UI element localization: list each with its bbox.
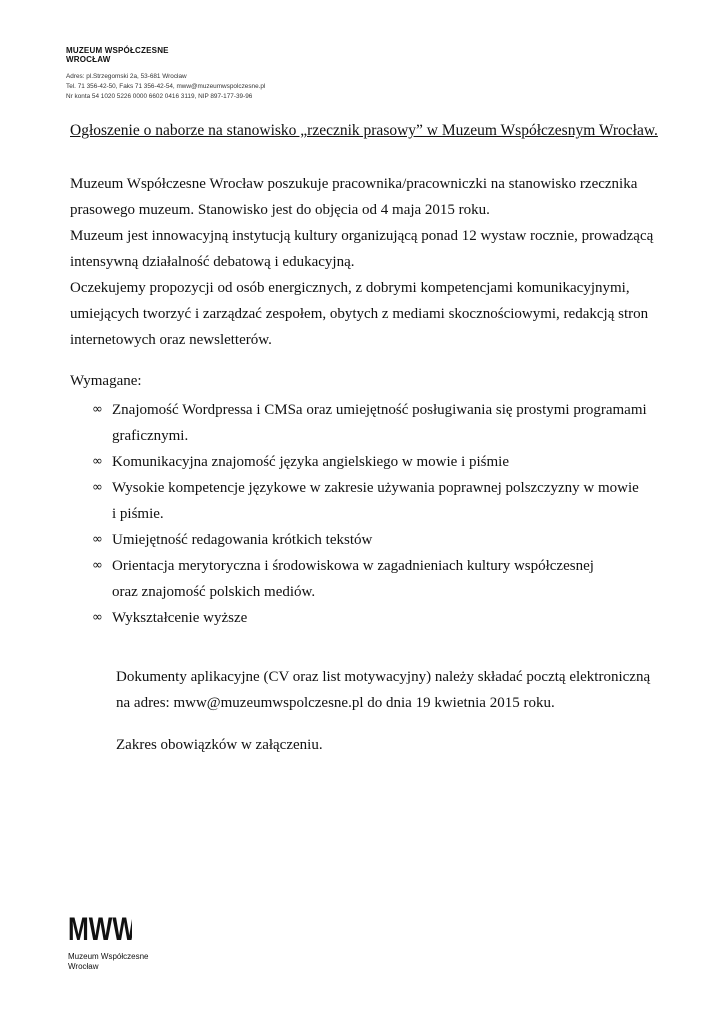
infinity-bullet-icon: ∞ xyxy=(92,610,103,625)
list-item-text: Komunikacyjna znajomość języka angielskiego w mowie i piśmie xyxy=(112,454,509,470)
list-item xyxy=(92,605,647,631)
museum-name-line1: MUZEUM WSPÓŁCZESNE xyxy=(66,46,169,55)
list-item-text: Wykształcenie wyższe xyxy=(112,610,248,626)
list-item xyxy=(92,475,647,527)
mww-logo xyxy=(68,911,132,948)
intro-line: intensywną działalność debatową i edukacyjną. xyxy=(70,254,355,270)
list-item xyxy=(92,553,647,605)
list-item-text: Wysokie kompetencje językowe w zakresie używania poprawnej polszczyzny w mowie xyxy=(112,480,639,496)
phone-line: Tel. 71 356-42-50, Faks 71 356-42-54, mww@muzeumwspolczesne.pl xyxy=(66,83,266,90)
list-item-text: Znajomość Wordpressa i CMSa oraz umiejętność posługiwania się prostymi programami xyxy=(112,402,647,418)
footer-name-line1: Muzeum Współczesne xyxy=(68,952,149,961)
letterhead xyxy=(66,46,265,102)
list-item-continuation: i piśmie. xyxy=(112,506,164,522)
intro-line: internetowych oraz newsletterów. xyxy=(70,332,272,348)
account-line: Nr konta 54 1020 5226 0000 6602 0416 3119, NIP 897-177-39-96 xyxy=(66,93,253,100)
list-item-text: Orientacja merytoryczna i środowiskowa w zagadnieniach kultury współczesnej xyxy=(112,558,594,574)
infinity-bullet-icon: ∞ xyxy=(92,558,103,573)
list-item xyxy=(92,397,647,449)
closing-line: Zakres obowiązków w załączeniu. xyxy=(116,737,323,753)
list-item xyxy=(92,527,647,553)
closing-paragraph xyxy=(116,664,650,758)
infinity-bullet-icon: ∞ xyxy=(92,532,103,547)
infinity-bullet-icon: ∞ xyxy=(92,402,103,417)
address-line: Adres: pl.Strzegomski 2a, 53-681 Wrocław xyxy=(66,73,187,80)
infinity-bullet-icon: ∞ xyxy=(92,480,103,495)
mww-logo-graphic xyxy=(68,911,132,943)
requirements-label: Wymagane: xyxy=(70,373,142,389)
list-item-continuation: oraz znajomość polskich mediów. xyxy=(112,584,316,600)
list-item-continuation: graficznymi. xyxy=(112,428,189,444)
intro-paragraph xyxy=(70,171,670,353)
infinity-bullet-icon: ∞ xyxy=(92,454,103,469)
mww-logo-text: MWW xyxy=(68,912,132,943)
museum-name-line2: WROCŁAW xyxy=(66,55,111,64)
list-item xyxy=(92,449,647,475)
requirements-list xyxy=(92,397,647,631)
intro-line: Muzeum Współczesne Wrocław poszukuje pracownika/pracowniczki na stanowisko rzecznika xyxy=(70,176,638,192)
intro-line: prasowego muzeum. Stanowisko jest do objęcia od 4 maja 2015 roku. xyxy=(70,202,490,218)
list-item-text: Umiejętność redagowania krótkich tekstów xyxy=(112,532,373,548)
page-title: Ogłoszenie o naborze na stanowisko „rzecznik prasowy” w Muzeum Współczesnym Wrocław. xyxy=(70,122,658,139)
contact-block xyxy=(66,72,265,102)
intro-line: Oczekujemy propozycji od osób energicznych, z dobrymi kompetencjami komunikacyjnymi, xyxy=(70,280,630,296)
closing-line: na adres: mww@muzeumwspolczesne.pl do dnia 19 kwietnia 2015 roku. xyxy=(116,695,555,711)
footer-name-line2: Wrocław xyxy=(68,962,99,971)
closing-line: Dokumenty aplikacyjne (CV oraz list motywacyjny) należy składać pocztą elektroniczną xyxy=(116,669,651,685)
museum-name xyxy=(66,46,265,64)
intro-line: Muzeum jest innowacyjną instytucją kultury organizującą ponad 12 wystaw rocznie, prowadzącą xyxy=(70,228,654,244)
footer-museum-name xyxy=(68,952,148,972)
intro-line: umiejących tworzyć i zarządzać zespołem, obytych z mediami skocznościowymi, redakcją stron xyxy=(70,306,649,322)
